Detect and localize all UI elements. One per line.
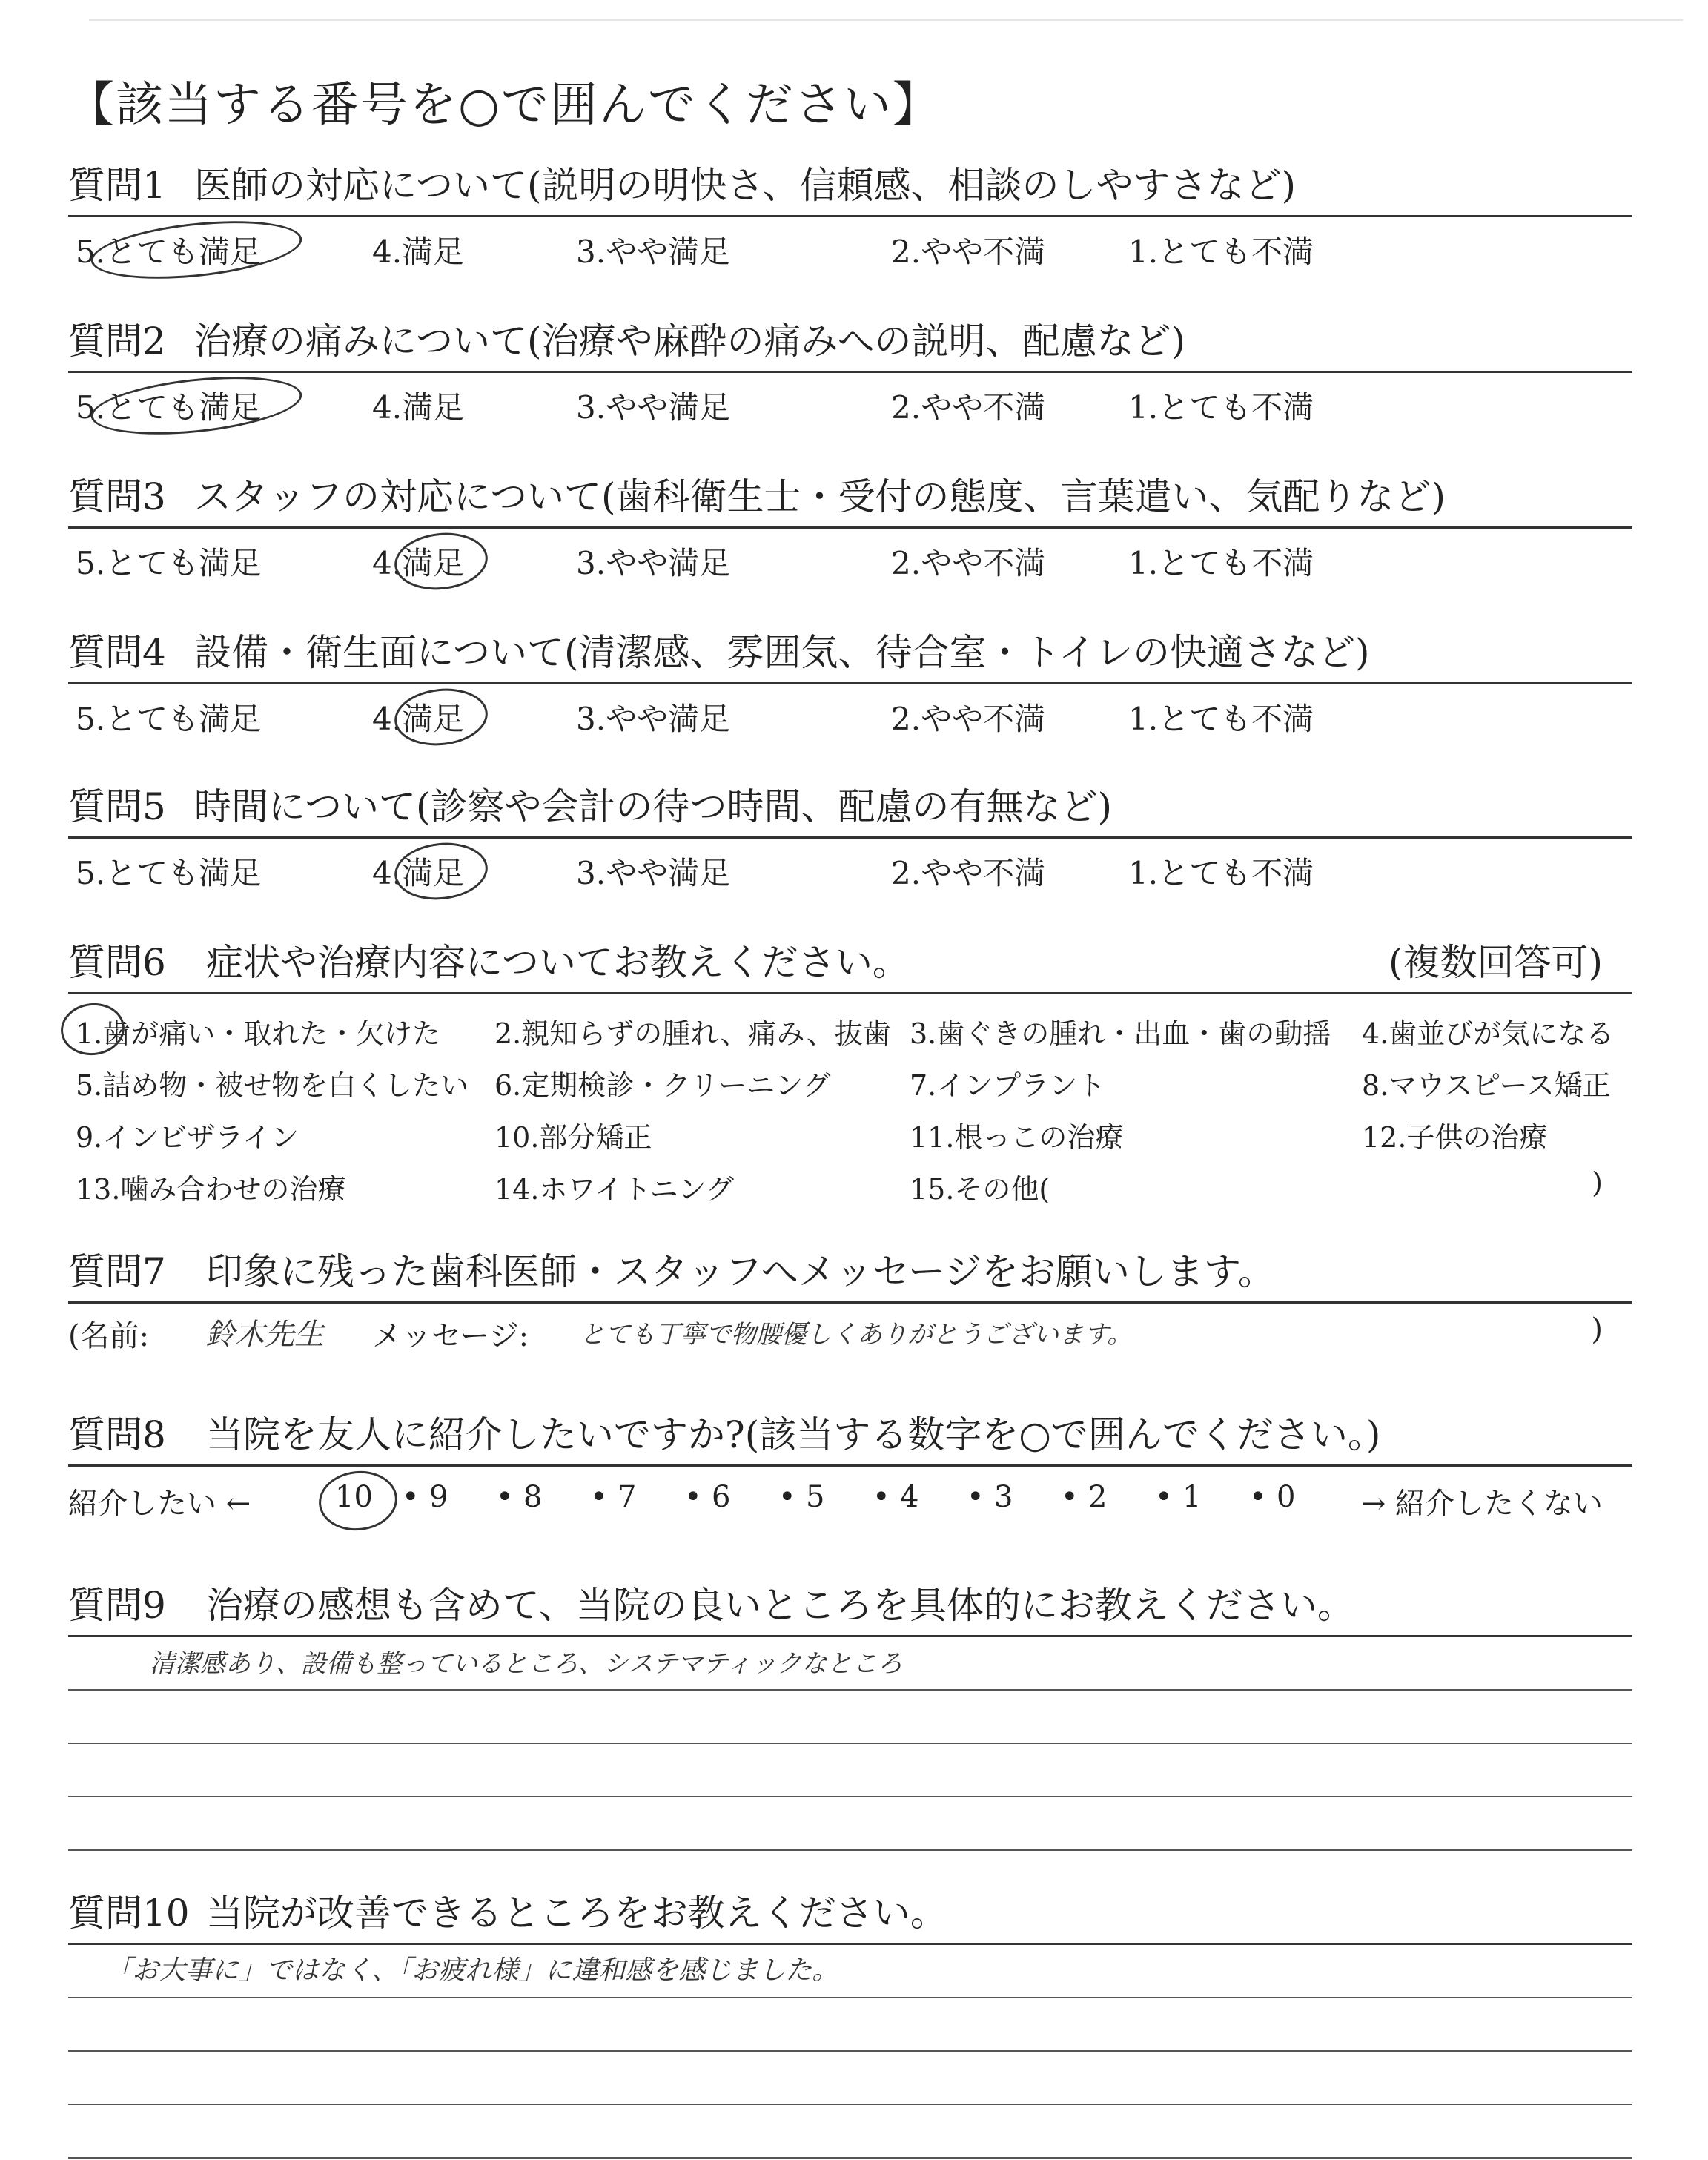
rating-option[interactable]: 1.とても不満 [1128, 389, 1314, 426]
selected-circle-mark [316, 1467, 400, 1535]
symptom-option[interactable]: 10.部分矯正 [494, 1121, 652, 1154]
question-number: 質問7 [68, 1250, 166, 1293]
rating-option[interactable]: 3.やや満足 [576, 701, 731, 737]
question-4 [68, 623, 1632, 747]
rating-option[interactable]: 4.満足 [372, 855, 465, 891]
question-number: 質問9 [68, 1584, 166, 1627]
question-number: 質問4 [68, 631, 166, 674]
selected-circle-mark [391, 839, 490, 905]
symptom-option[interactable]: 2.親知らずの腫れ、痛み、抜歯 [494, 1017, 891, 1050]
symptom-option[interactable]: 13.噛み合わせの治療 [76, 1173, 346, 1206]
question-text: 当院を友人に紹介したいですか?(該当する数字を○で囲んでください。) [205, 1413, 1381, 1456]
symptom-option[interactable]: 11.根っこの治療 [910, 1121, 1124, 1154]
question-number: 質問8 [68, 1413, 166, 1456]
scale-separator-dot: • [590, 1480, 608, 1514]
symptom-option[interactable]: 8.マウスピース矯正 [1362, 1069, 1611, 1102]
symptom-option[interactable]: 15.その他( [910, 1173, 1050, 1206]
question-text: 治療の痛みについて(治療や麻酔の痛みへの説明、配慮など) [194, 320, 1186, 363]
symptom-option[interactable]: 1.歯が痛い・取れた・欠けた [76, 1017, 441, 1050]
rating-option[interactable]: 5.とても満足 [76, 389, 262, 426]
scale-number[interactable]: 0 [1277, 1480, 1296, 1514]
answer-text: 清潔感あり、設備も整っているところ、システマティックなところ [150, 1649, 903, 1679]
recommend-scale [68, 1467, 1632, 1533]
scale-separator-dot: • [684, 1480, 702, 1514]
symptom-option[interactable]: 14.ホワイトニング [494, 1173, 735, 1206]
top-edge-line [89, 19, 1683, 21]
symptom-options [68, 994, 1632, 1209]
scale-number[interactable]: 9 [429, 1480, 448, 1514]
answer-line[interactable] [68, 2105, 1632, 2159]
scale-separator-dot: • [1249, 1480, 1267, 1514]
answer-line[interactable] [68, 1998, 1632, 2052]
symptom-option[interactable]: 12.子供の治療 [1362, 1121, 1548, 1154]
question-number: 質問10 [68, 1892, 190, 1935]
rating-option[interactable]: 1.とても不満 [1128, 545, 1314, 581]
question-2 [68, 311, 1632, 435]
name-value[interactable]: 鈴木先生 [205, 1318, 324, 1352]
question-6 [68, 933, 1632, 1209]
question-number: 質問5 [68, 785, 166, 828]
message-value[interactable]: とても丁寧で物腰優しくありがとうございます。 [580, 1320, 1133, 1350]
selected-circle-mark [88, 368, 305, 443]
scale-right-label: → 紹介したくない [1360, 1487, 1603, 1521]
symptom-option[interactable]: 7.インプラント [910, 1069, 1106, 1102]
rating-option[interactable]: 2.やや不満 [891, 855, 1046, 891]
symptom-option[interactable]: 3.歯ぐきの腫れ・出血・歯の動揺 [910, 1017, 1331, 1050]
question-10 [68, 1883, 1632, 2159]
selected-circle-mark [391, 684, 490, 750]
rating-option[interactable]: 4.満足 [372, 234, 465, 270]
name-label: (名前: [68, 1319, 150, 1353]
rating-option[interactable]: 5.とても満足 [76, 234, 262, 270]
rating-option[interactable]: 3.やや満足 [576, 234, 731, 270]
scale-number[interactable]: 5 [806, 1480, 825, 1514]
scale-number[interactable]: 8 [523, 1480, 543, 1514]
scale-separator-dot: • [873, 1480, 890, 1514]
rating-option[interactable]: 4.満足 [372, 545, 465, 581]
answer-line[interactable] [68, 2052, 1632, 2105]
question-number: 質問1 [68, 164, 166, 207]
selected-circle-mark [88, 212, 305, 288]
question-note: (複数回答可) [1388, 941, 1603, 984]
rating-options [68, 684, 1632, 747]
rating-option[interactable]: 3.やや満足 [576, 855, 731, 891]
question-text: 当院が改善できるところをお教えください。 [205, 1892, 947, 1935]
scale-number[interactable]: 7 [618, 1480, 637, 1514]
rating-option[interactable]: 2.やや不満 [891, 389, 1046, 426]
symptom-option[interactable]: 4.歯並びが気になる [1362, 1017, 1615, 1050]
question-1 [68, 156, 1632, 280]
question-text: 印象に残った歯科医師・スタッフへメッセージをお願いします。 [205, 1250, 1275, 1293]
scale-number[interactable]: 4 [900, 1480, 919, 1514]
question-number: 質問2 [68, 320, 166, 363]
message-label: メッセージ: [372, 1319, 529, 1353]
scale-number[interactable]: 3 [994, 1480, 1013, 1514]
selected-circle-mark [391, 529, 490, 595]
rating-option[interactable]: 3.やや満足 [576, 545, 731, 581]
question-8 [68, 1405, 1632, 1533]
page-title: 【該当する番号を○で囲んでください】 [67, 78, 941, 133]
rating-options [68, 217, 1632, 280]
scale-separator-dot: • [778, 1480, 796, 1514]
close-paren: ) [1591, 1312, 1603, 1347]
symptom-option[interactable]: 6.定期検診・クリーニング [494, 1069, 831, 1102]
scale-number[interactable]: 10 [335, 1480, 373, 1514]
scale-separator-dot: • [1155, 1480, 1173, 1514]
rating-option[interactable]: 2.やや不満 [891, 234, 1046, 270]
answer-line[interactable] [68, 1797, 1632, 1851]
symptom-option[interactable]: 9.インビザライン [76, 1121, 299, 1154]
question-text: 設備・衛生面について(清潔感、雰囲気、待合室・トイレの快適さなど) [194, 631, 1370, 674]
question-number: 質問6 [68, 941, 166, 984]
close-paren: ) [1592, 1166, 1603, 1199]
scale-separator-dot: • [1061, 1480, 1079, 1514]
answer-lines [68, 1637, 1632, 1851]
scale-separator-dot: • [967, 1480, 984, 1514]
scale-left-label: 紹介したい ← [68, 1487, 251, 1521]
answer-line[interactable] [68, 1637, 1632, 1691]
rating-option[interactable]: 1.とても不満 [1128, 701, 1314, 737]
rating-option[interactable]: 4.満足 [372, 701, 465, 737]
question-text: 治療の感想も含めて、当院の良いところを具体的にお教えください。 [205, 1584, 1354, 1627]
scale-number[interactable]: 2 [1088, 1480, 1108, 1514]
symptom-option[interactable]: 5.詰め物・被せ物を白くしたい [76, 1069, 469, 1102]
rating-option[interactable]: 4.満足 [372, 389, 465, 426]
scale-number[interactable]: 6 [712, 1480, 731, 1514]
answer-text: 「お大事に」ではなく、「お疲れ様」に違和感を感じました。 [105, 1955, 839, 1986]
question-text: 症状や治療内容についてお教えください。 [205, 941, 910, 984]
answer-line[interactable] [68, 1691, 1632, 1744]
question-7 [68, 1242, 1632, 1357]
question-text: 医師の対応について(説明の明快さ、信頼感、相談のしやすさなど) [194, 164, 1297, 207]
rating-option[interactable]: 3.やや満足 [576, 389, 731, 426]
rating-options [68, 529, 1632, 591]
rating-option[interactable]: 5.とても満足 [76, 545, 262, 581]
question-3 [68, 467, 1632, 591]
rating-option[interactable]: 1.とても不満 [1128, 234, 1314, 270]
rating-option[interactable]: 2.やや不満 [891, 545, 1046, 581]
question-number: 質問3 [68, 475, 166, 518]
scale-separator-dot: • [402, 1480, 420, 1514]
rating-option[interactable]: 1.とても不満 [1128, 855, 1314, 891]
answer-line[interactable] [68, 1744, 1632, 1797]
message-line [68, 1304, 1632, 1357]
question-9 [68, 1576, 1632, 1851]
scale-separator-dot: • [496, 1480, 514, 1514]
question-text: 時間について(診察や会計の待つ時間、配慮の有無など) [194, 785, 1113, 828]
question-5 [68, 777, 1632, 901]
question-text: スタッフの対応について(歯科衛生士・受付の態度、言葉遣い、気配りなど) [194, 475, 1446, 518]
scale-number[interactable]: 1 [1182, 1480, 1202, 1514]
answer-lines [68, 1945, 1632, 2159]
rating-option[interactable]: 2.やや不満 [891, 701, 1046, 737]
answer-line[interactable] [68, 1945, 1632, 1998]
rating-options [68, 373, 1632, 435]
rating-options [68, 839, 1632, 901]
rating-option[interactable]: 5.とても満足 [76, 855, 262, 891]
rating-option[interactable]: 5.とても満足 [76, 701, 262, 737]
